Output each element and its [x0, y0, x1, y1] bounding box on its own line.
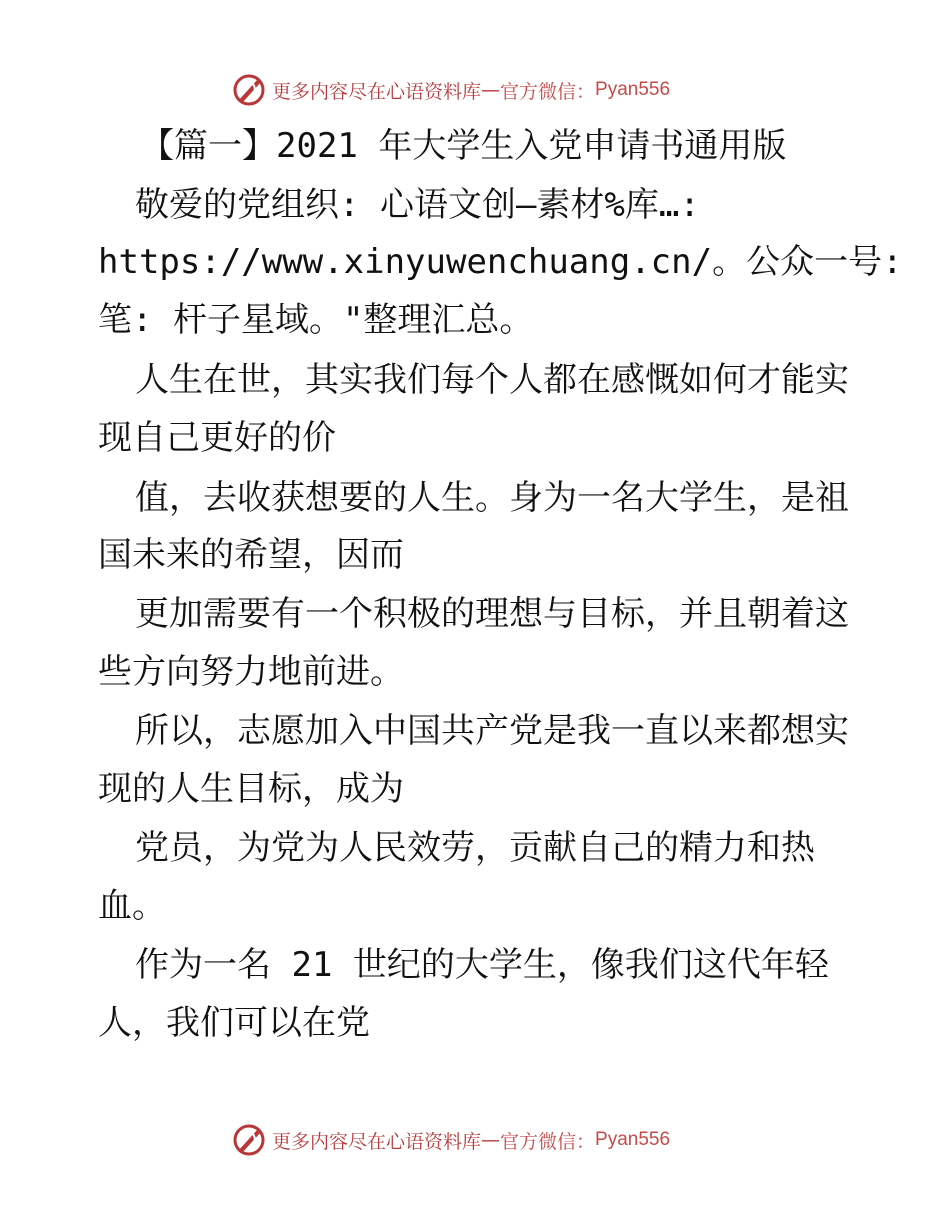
paragraph-line: 敬爱的党组织: 心语文创—素材%库…:	[135, 185, 700, 225]
banner-separator: —	[481, 1129, 501, 1151]
paragraph-line: 现自己更好的价	[98, 418, 336, 458]
banner-separator: —	[481, 79, 501, 101]
paragraph-line: https://www.xinyuwenchuang.cn/。公众一号:	[98, 242, 903, 282]
header-banner	[232, 71, 670, 109]
paragraph-line: 笔: 杆子星域。"整理汇总。	[98, 300, 534, 340]
paragraph-line: 值，去收获想要的人生。身为一名大学生，是祖	[135, 478, 849, 518]
paragraph-line: 现的人生目标，成为	[98, 769, 404, 809]
banner-site-text: 更多内容尽在心语资料库	[272, 1130, 482, 1153]
banner-wechat-id: Pyan556	[595, 1129, 671, 1150]
quill-logo-icon	[232, 73, 266, 107]
paragraph-line: 些方向努力地前进。	[98, 652, 404, 692]
footer-banner	[232, 1121, 670, 1159]
paragraph-line: 血。	[98, 886, 166, 926]
document-title: 【篇一】2021 年大学生入党申请书通用版	[140, 126, 787, 166]
paragraph-line: 人生在世，其实我们每个人都在感慨如何才能实	[135, 360, 849, 400]
banner-wechat-label: 官方微信：	[500, 1130, 596, 1153]
banner-wechat-id: Pyan556	[595, 79, 671, 100]
paragraph-line: 人，我们可以在党	[98, 1003, 370, 1043]
banner-site-text: 更多内容尽在心语资料库	[272, 80, 482, 103]
paragraph-line: 国未来的希望，因而	[98, 535, 404, 575]
paragraph-line: 所以，志愿加入中国共产党是我一直以来都想实	[135, 711, 849, 751]
banner-wechat-label: 官方微信：	[500, 80, 596, 103]
paragraph-line: 作为一名 21 世纪的大学生，像我们这代年轻	[135, 945, 829, 985]
quill-logo-icon	[232, 1123, 266, 1157]
paragraph-line: 更加需要有一个积极的理想与目标，并且朝着这	[135, 594, 849, 634]
paragraph-line: 党员，为党为人民效劳，贡献自己的精力和热	[135, 828, 815, 868]
